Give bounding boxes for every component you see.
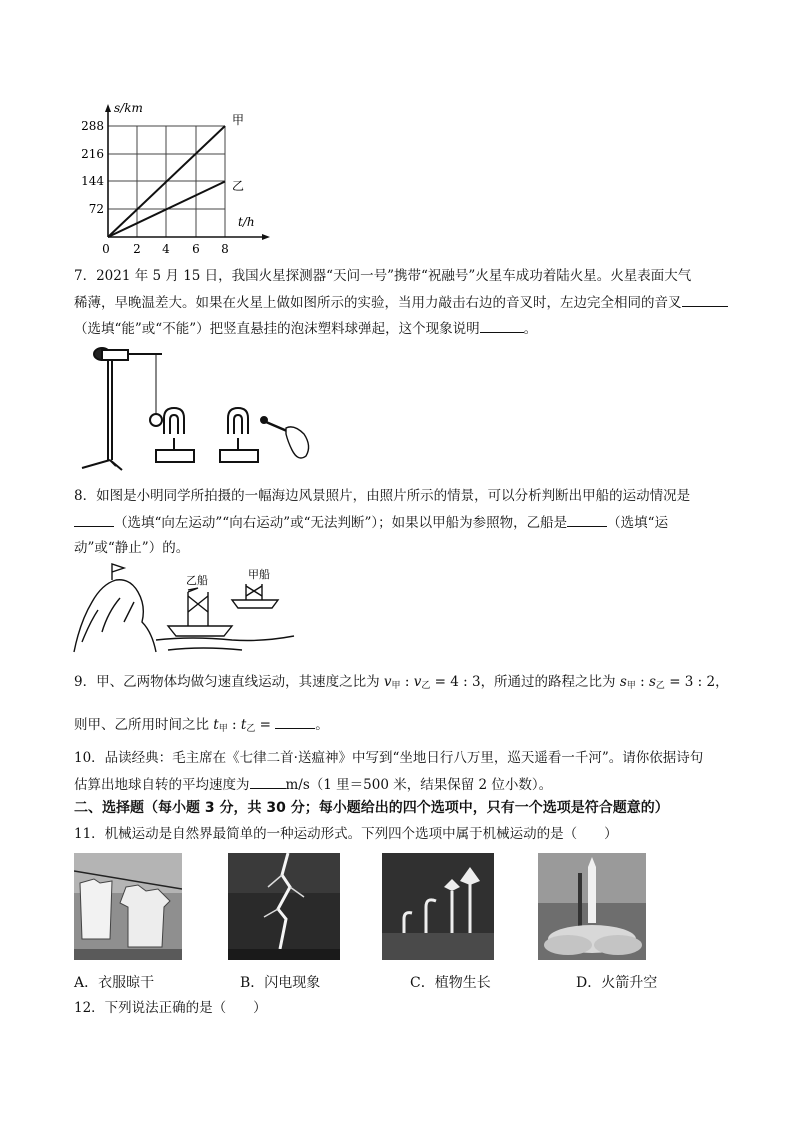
q11-option-a[interactable]: A．衣服晾干 [74, 975, 155, 991]
q8-text: （选填“运 [607, 515, 669, 531]
q10-text: m/s（1 里＝500 米，结果保留 2 位小数）。 [285, 777, 553, 793]
q10-text: 估算出地球自转的平均速度为 [74, 777, 250, 793]
s-t-graph [70, 100, 270, 260]
section-2-heading: 二、选择题（每小题 3 分，共 30 分；每小题给出的四个选项中，只有一个选项是符合题意的） [74, 800, 669, 816]
tuning-fork-experiment-figure [72, 342, 322, 472]
y-tick: 72 [88, 202, 104, 216]
q8-line-3: 动”或“静止”）的。 [74, 540, 190, 556]
q11-stem: 11．机械运动是自然界最简单的一种运动形式。下列四个选项中属于机械运动的是（ ） [74, 826, 618, 842]
distance-ratio: = 3 : 2 [669, 674, 716, 690]
subscript-yi: 乙 [421, 681, 431, 691]
var-v: v [383, 674, 392, 690]
q7-line-1: 7．2021 年 5 月 15 日，我国火星探测器“天问一号”携带“祝融号”火星车成功着陆火星。火星表面大气 [74, 268, 692, 284]
q12-stem: 12．下列说法正确的是（ ） [74, 1000, 267, 1016]
x-tick: 0 [102, 242, 110, 256]
q8-text: （选填“向左运动”“向右运动”或“无法判断”）；如果以甲船为参照物，乙船是 [114, 515, 568, 531]
q7-answer-blank-2[interactable] [480, 318, 524, 333]
q7-text: （选填“能”或“不能”）把竖直悬挂的泡沫塑料球弹起，这个现象说明 [74, 321, 480, 337]
y-tick: 216 [81, 147, 104, 161]
y-axis-label: s/km [114, 101, 143, 115]
q9-line-1: 9．甲、乙两物体均做匀速直线运动，其速度之比为 $v_甲$ : $v_乙 = 4$ : 3，所通过的路程之比为 $s_甲$ : $s_乙 = 3$ : 2， [74, 674, 729, 691]
boat-label-yi: 乙船 [186, 574, 208, 587]
x-axis-label: t/h [238, 215, 255, 229]
subscript-jia: 甲 [391, 681, 401, 691]
q9-text: ，所通过的路程之比为 [480, 674, 616, 690]
q8-line-1: 8．如图是小明同学所拍摄的一幅海边风景照片，由照片所示的情景，可以分析判断出甲船的运动情况是 [74, 488, 691, 504]
q9-answer-blank[interactable] [275, 714, 315, 729]
q10-line-2 [74, 774, 552, 795]
q8-answer-blank-2[interactable] [567, 512, 607, 527]
x-tick: 6 [192, 242, 200, 256]
option-a-clothes-drying-image [74, 853, 182, 960]
var-s: s [648, 674, 656, 690]
q9-line-2: 则甲、乙所用时间之比 $t_甲$ : $t_乙$ = 。 [74, 714, 329, 739]
line-label-jia: 甲 [232, 113, 245, 127]
seaside-boats-figure [72, 562, 302, 662]
q7-text: 稀薄，早晚温差大。如果在火星上做如图所示的实验，当用力敲击右边的音叉时，左边完全相同的音叉 [74, 295, 682, 311]
q7-line-3 [74, 318, 537, 339]
x-tick: 8 [221, 242, 229, 256]
y-tick: 144 [81, 174, 104, 188]
var-t: t [240, 717, 247, 733]
subscript-jia: 甲 [626, 681, 636, 691]
y-tick-labels [81, 119, 104, 216]
q10-answer-blank[interactable] [250, 774, 286, 789]
q11-option-c[interactable]: C．植物生长 [410, 975, 491, 991]
x-tick: 4 [162, 242, 170, 256]
var-v: v [413, 674, 422, 690]
x-tick: 2 [133, 242, 141, 256]
q9-text: = [259, 717, 271, 733]
q7-line-2 [74, 292, 728, 313]
q11-option-b[interactable]: B．闪电现象 [240, 975, 321, 991]
subscript-yi: 乙 [246, 724, 256, 734]
q9-text: ， [715, 674, 729, 690]
option-c-plant-growth-image [382, 853, 494, 960]
line-label-yi: 乙 [232, 179, 245, 193]
boat-label-jia: 甲船 [248, 568, 270, 581]
x-tick-labels [102, 242, 229, 256]
q9-text: 9．甲、乙两物体均做匀速直线运动，其速度之比为 [74, 674, 380, 690]
option-d-rocket-launch-image [538, 853, 646, 960]
subscript-yi: 乙 [655, 681, 665, 691]
q7-text: 。 [523, 321, 538, 337]
q8-answer-blank-1[interactable] [74, 512, 114, 527]
speed-ratio: = 4 : 3 [434, 674, 481, 690]
q7-answer-blank-1[interactable] [682, 292, 728, 307]
var-t: t [213, 717, 219, 733]
var-s: s [619, 674, 627, 690]
subscript-jia: 甲 [218, 724, 228, 734]
q9-text: 。 [315, 717, 329, 733]
q9-text: 则甲、乙所用时间之比 [74, 717, 209, 733]
q10-line-1: 10．品读经典：毛主席在《七律二首·送瘟神》中写到“坐地日行八万里，巡天遥看一千河”。请你依据诗句 [74, 750, 704, 766]
q11-option-d[interactable]: D．火箭升空 [576, 975, 658, 991]
q8-line-2 [74, 512, 668, 533]
y-tick: 288 [81, 119, 104, 133]
option-b-lightning-image [228, 853, 340, 960]
